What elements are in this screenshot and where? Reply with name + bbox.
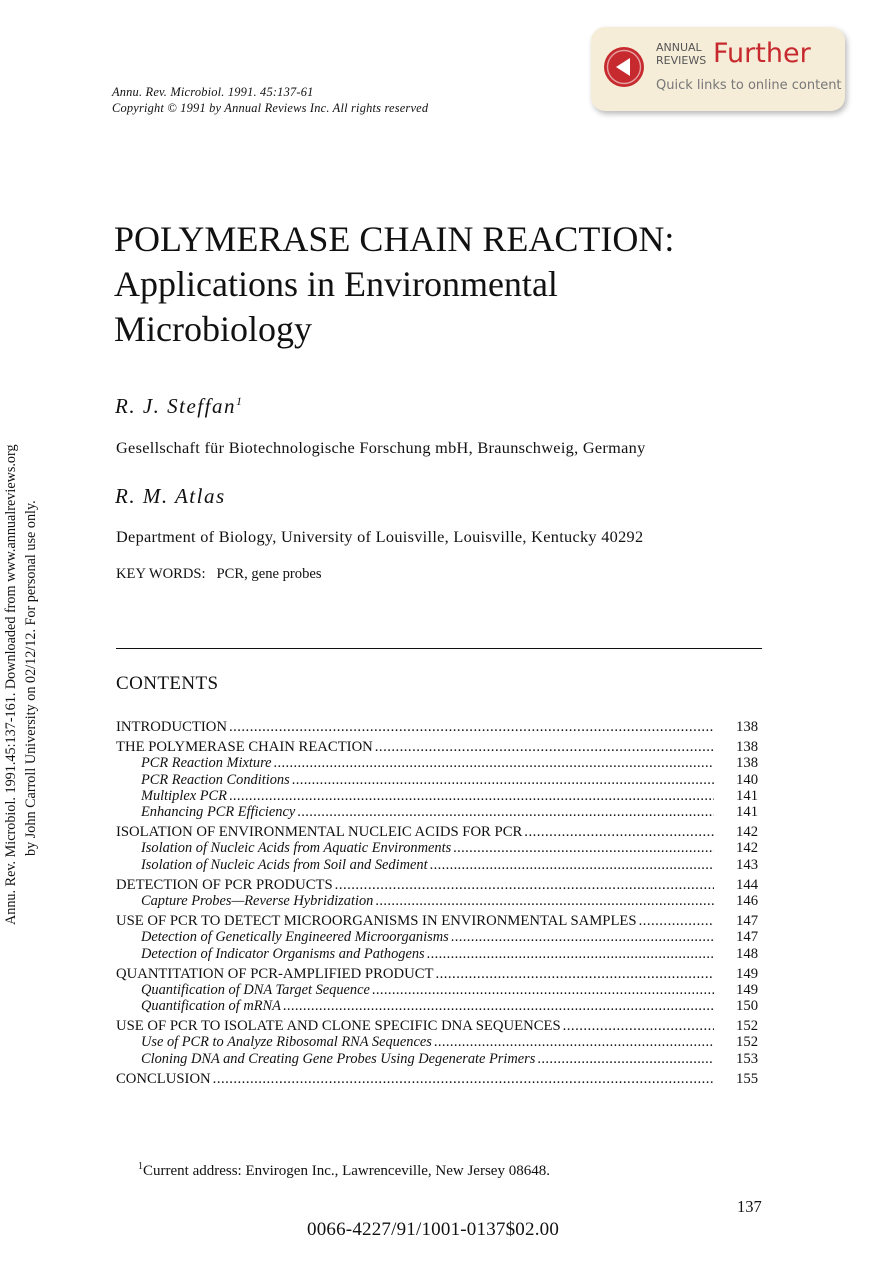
toc-entry-page: 150 [736, 998, 759, 1015]
toc-entry[interactable] [116, 966, 766, 982]
title-line-1: POLYMERASE CHAIN REACTION: [114, 219, 675, 259]
toc-entry-page: 148 [736, 945, 759, 962]
toc-entry-page: 141 [736, 787, 759, 804]
toc-entry-page: 143 [736, 856, 759, 873]
toc-entry-page: 149 [736, 965, 759, 982]
download-notice-line-2: by John Carroll University on 02/12/12. For personal use only. [23, 500, 39, 856]
toc-entry-title: PCR Reaction Conditions . . . [141, 772, 714, 788]
price-code: 0066-4227/91/1001-0137$02.00 [307, 1219, 560, 1240]
further-label: Further [713, 38, 811, 69]
journal-citation: Annu. Rev. Microbiol. 1991. 45:137-61 [112, 85, 314, 99]
wordmark-annual: ANNUAL [656, 41, 702, 54]
toc-entry-page: 155 [736, 1070, 759, 1087]
toc-entry[interactable] [116, 1071, 766, 1087]
toc-entry-page: 147 [736, 913, 759, 930]
toc-entry-page: 146 [736, 893, 759, 910]
toc-entry-page: 140 [736, 771, 759, 788]
toc-entry-title: QUANTITATION OF PCR-AMPLIFIED PRODUCT . . . [116, 966, 714, 982]
page-number: 137 [737, 1197, 762, 1216]
toc-entry-title: THE POLYMERASE CHAIN REACTION . . . [116, 739, 714, 755]
download-notice-line-1: Annu. Rev. Microbiol. 1991.45:137-161. Downloaded from www.annualreviews.org [3, 444, 19, 925]
toc-entry-title: Isolation of Nucleic Acids from Aquatic Environments . . . [141, 840, 714, 856]
author-name [115, 394, 243, 419]
toc-entry[interactable] [116, 719, 766, 735]
author-name-text: R. M. Atlas [115, 484, 226, 508]
toc-entry-title: ISOLATION OF ENVIRONMENTAL NUCLEIC ACIDS FOR PCR . . . [116, 824, 714, 840]
toc-entry-title: Quantification of DNA Target Sequence . . . [141, 982, 714, 998]
further-tagline: Quick links to online content [656, 78, 842, 93]
toc-entry-title: DETECTION OF PCR PRODUCTS . . . [116, 877, 714, 893]
toc-entry[interactable] [116, 929, 766, 945]
toc-entry[interactable] [116, 739, 766, 755]
divider [116, 648, 762, 649]
author-footnote-mark: 1 [235, 394, 244, 408]
keywords-label: KEY WORDS: [116, 566, 206, 582]
article-title [114, 217, 674, 352]
keywords-value: PCR, gene probes [216, 566, 322, 582]
toc-entry-title: Detection of Indicator Organisms and Pathogens . . . [141, 946, 714, 962]
footnote [138, 1161, 550, 1180]
toc-entry-title: PCR Reaction Mixture . . . [141, 755, 714, 771]
toc-entry-title: Use of PCR to Analyze Ribosomal RNA Sequences . . . [141, 1034, 714, 1050]
toc-entry-page: 149 [736, 981, 759, 998]
toc-entry-title: CONCLUSION . . . [116, 1071, 714, 1087]
toc-entry[interactable] [116, 788, 766, 804]
toc-entry-page: 142 [736, 840, 759, 857]
toc-entry[interactable] [116, 1034, 766, 1050]
table-of-contents [116, 719, 766, 1087]
toc-entry-title: Isolation of Nucleic Acids from Soil and Sediment . . . [141, 857, 714, 873]
toc-entry[interactable] [116, 824, 766, 840]
toc-entry[interactable] [116, 946, 766, 962]
toc-entry-page: 153 [736, 1050, 759, 1067]
toc-entry[interactable] [116, 893, 766, 909]
toc-entry-page: 141 [736, 804, 759, 821]
toc-entry-page: 144 [736, 876, 759, 893]
toc-entry[interactable] [116, 804, 766, 820]
author-affiliation: Department of Biology, University of Louisville, Louisville, Kentucky 40292 [116, 527, 644, 546]
title-line-3: Microbiology [114, 309, 312, 349]
toc-entry[interactable] [116, 755, 766, 771]
back-arrow-icon [603, 46, 645, 88]
toc-entry[interactable] [116, 1018, 766, 1034]
toc-entry-page: 152 [736, 1034, 759, 1051]
further-links-badge[interactable] [591, 27, 845, 111]
toc-entry-title: Multiplex PCR . . . [141, 788, 714, 804]
toc-entry-title: Enhancing PCR Efficiency . . . [141, 804, 714, 820]
footnote-text: Current address: Envirogen Inc., Lawrenceville, New Jersey 08648. [143, 1163, 550, 1179]
toc-entry[interactable] [116, 913, 766, 929]
toc-entry[interactable] [116, 772, 766, 788]
toc-entry-page: 138 [736, 719, 759, 735]
toc-entry[interactable] [116, 877, 766, 893]
toc-entry[interactable] [116, 982, 766, 998]
toc-entry-title: Detection of Genetically Engineered Microorganisms . . . [141, 929, 714, 945]
toc-entry-page: 147 [736, 929, 759, 946]
keywords [116, 566, 322, 583]
toc-entry-title: USE OF PCR TO ISOLATE AND CLONE SPECIFIC DNA SEQUENCES . . . [116, 1018, 714, 1034]
toc-entry-page: 138 [736, 755, 759, 772]
toc-entry-title: USE OF PCR TO DETECT MICROORGANISMS IN ENVIRONMENTAL SAMPLES . . . [116, 913, 714, 929]
author-name-text: R. J. Steffan [115, 394, 236, 418]
toc-entry[interactable] [116, 840, 766, 856]
toc-entry-title: Capture Probes—Reverse Hybridization . . . [141, 893, 714, 909]
toc-entry-title: Quantification of mRNA . . . [141, 998, 714, 1014]
contents-heading: CONTENTS [116, 673, 219, 694]
toc-entry[interactable] [116, 857, 766, 873]
wordmark-reviews: REVIEWS [656, 54, 707, 67]
author-affiliation: Gesellschaft für Biotechnologische Forschung mbH, Braunschweig, Germany [116, 438, 646, 457]
download-notice [0, 350, 44, 925]
toc-entry-page: 138 [736, 738, 759, 755]
toc-entry-page: 142 [736, 824, 759, 841]
title-line-2: Applications in Environmental [114, 264, 558, 304]
toc-entry[interactable] [116, 998, 766, 1014]
toc-entry-title: INTRODUCTION . . . [116, 719, 714, 735]
footnote-mark: 1 [138, 1161, 143, 1172]
author-name [115, 484, 226, 509]
annual-reviews-wordmark [656, 41, 706, 67]
toc-entry[interactable] [116, 1051, 766, 1067]
toc-entry-page: 152 [736, 1018, 759, 1035]
journal-reference [112, 84, 428, 116]
copyright-line: Copyright © 1991 by Annual Reviews Inc. All rights reserved [112, 101, 429, 115]
toc-entry-title: Cloning DNA and Creating Gene Probes Using Degenerate Primers . . . [141, 1051, 714, 1067]
